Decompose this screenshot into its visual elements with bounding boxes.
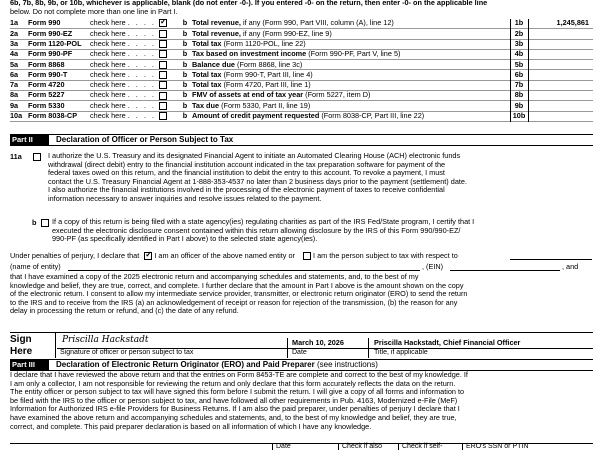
line-box: 2b: [510, 29, 528, 39]
part1-row: [10, 29, 593, 39]
line-box: 5b: [510, 60, 528, 70]
part3-l1: I declare that I have reviewed the above return and that the entries on Form 8453-TE are complete and correct to the best of my knowledge. If: [10, 370, 468, 379]
perjury-pre: Under penalties of perjury, I declare that: [10, 251, 140, 260]
check-here-text: check here: [90, 90, 126, 100]
check-here-text: check here: [90, 19, 126, 28]
sign-word: Sign: [10, 334, 32, 345]
check-here-cell: [90, 39, 178, 49]
line-box: 8b: [510, 91, 528, 101]
perjury-officer: I am an officer of the above named entity or: [154, 251, 295, 260]
leader-dots: . . . .: [127, 19, 156, 28]
part1-row: [10, 101, 593, 111]
part1-row: [10, 39, 593, 49]
amount-description: [192, 19, 510, 29]
perjury-l3: of the electronic return. I consent to allow my intermediate service provider, transmitter, or electronic return originator (ERO) to send the return: [10, 289, 468, 299]
check-here-text: check here: [90, 111, 126, 121]
line-box: 7b: [510, 80, 528, 90]
amount-description: [192, 49, 510, 59]
part1-row: [10, 111, 593, 121]
check-here-cell: [90, 19, 178, 29]
form-checkbox[interactable]: [159, 61, 167, 69]
signature-caption: Signature of officer or person subject to tax: [60, 349, 194, 356]
line-11b-number: b: [32, 218, 37, 227]
b-marker: b: [182, 90, 188, 100]
instruction-line-1: 6b, 7b, 8b, 9b, or 10b, whichever is applicable, blank (do not enter -0-). If you entered -0- on the return, then enter -0- on the applicable line: [10, 0, 488, 7]
amount-description: [192, 80, 510, 90]
b-marker: b: [182, 111, 188, 121]
part1-row: [10, 49, 593, 59]
line-11b-checkbox[interactable]: [41, 219, 49, 227]
line-box: 1b: [510, 19, 528, 29]
date-divider: [287, 338, 288, 358]
check-here-cell: [90, 60, 178, 70]
date-caption: Date: [292, 349, 307, 356]
amount-field[interactable]: [528, 60, 593, 70]
amount-description: [192, 39, 510, 49]
part3-l2: I am only a collector, I am not responsible for reviewing the return and only declare that this form accurately reflects the data on the return.: [10, 378, 456, 388]
line-11a-checkbox[interactable]: [33, 153, 41, 161]
part1-row: [10, 80, 593, 90]
part3-title-note: (see instructions): [316, 360, 378, 369]
line-number: 7a: [10, 80, 19, 90]
here-word: Here: [10, 346, 33, 357]
check-here-cell: [90, 101, 178, 111]
check-here-text: check here: [90, 80, 126, 90]
officer-checkbox[interactable]: [144, 252, 152, 260]
check-here-cell: [90, 111, 178, 121]
title-divider: [368, 338, 369, 358]
form-name: Form 990-EZ: [28, 28, 73, 38]
title-caption: Title, if applicable: [374, 349, 428, 356]
part1-table: [10, 19, 593, 122]
amount-desc: (Form 5330, Part II, line 19): [221, 100, 311, 110]
line-number: 2a: [10, 28, 19, 38]
amount-desc: if any (Form 990-EZ, line 9): [242, 28, 332, 38]
line-number: 10a: [10, 111, 23, 121]
amount-label: Balance due: [192, 59, 235, 69]
amount-field[interactable]: 1,245,861: [528, 19, 593, 29]
line-box: 4b: [510, 49, 528, 59]
name-of-entity-label: (name of entity): [10, 262, 61, 271]
check-here-cell: [90, 70, 178, 80]
ero-date-label: Date: [276, 443, 291, 450]
amount-label: Tax based on investment income: [192, 49, 307, 59]
form-checkbox[interactable]: [159, 112, 167, 120]
sign-divider: [55, 332, 56, 358]
line-number: 6a: [10, 69, 19, 79]
leader-dots: . . . .: [127, 100, 156, 110]
amount-label: Tax due: [192, 100, 220, 110]
b-marker: b: [182, 80, 188, 90]
line-number: 4a: [10, 49, 19, 59]
line-11a-l2: withdrawal (direct debit) entry to the financial institution account indicated in the tax preparation software for payment of the: [48, 159, 446, 169]
amount-field[interactable]: [528, 80, 593, 90]
line-11a-l6: information necessary to answer inquiries and resolve issues related to the payment.: [48, 194, 322, 204]
form-name: Form 5227: [28, 90, 65, 100]
ero-ssn-label: ERO's SSN or PTIN: [466, 443, 529, 450]
part1-row: [10, 19, 593, 29]
ero-check-also-label: Check if also: [342, 443, 383, 450]
part3-l7: correct, and complete. This paid preparer declaration is based on all information of which I have any knowledge.: [10, 421, 372, 431]
form-checkbox[interactable]: [159, 71, 167, 79]
line-11b-l3: 990-PF (as specifically identified in Part I above) to the selected state agency(ies).: [52, 234, 318, 244]
part3-l3: The entity officer or person subject to tax will have signed this form before I submit the return. I will give a copy of all forms and information to: [10, 387, 465, 397]
b-marker: b: [182, 59, 188, 69]
b-marker: b: [182, 19, 188, 28]
amount-desc: (Form 1120-POL, line 22): [223, 39, 306, 48]
line-11a-number: 11a: [10, 152, 22, 161]
ero-check-self-label: Check if self-: [402, 443, 443, 450]
leader-dots: . . . .: [127, 28, 156, 38]
leader-dots: . . . .: [127, 69, 156, 79]
check-here-text: check here: [90, 69, 126, 79]
form-checkbox[interactable]: [159, 50, 167, 58]
check-here-cell: [90, 91, 178, 101]
part1-row: [10, 60, 593, 70]
signer-title[interactable]: Priscilla Hackstadt, Chief Financial Officer: [374, 338, 521, 347]
amount-label: Total tax: [192, 39, 222, 48]
check-here-text: check here: [90, 59, 126, 69]
person-subject-line: [510, 259, 592, 260]
ero-check2-divider: [398, 443, 399, 450]
b-marker: b: [182, 39, 188, 48]
amount-field[interactable]: [528, 111, 593, 121]
ero-date-divider: [272, 443, 273, 450]
amount-desc: (Form 8038-CP, Part III, line 22): [321, 111, 425, 121]
b-marker: b: [182, 69, 188, 79]
ero-ssn-divider: [462, 443, 463, 450]
form-name: Form 8038-CP: [28, 111, 78, 121]
form-checkbox[interactable]: [159, 30, 167, 38]
check-here-text: check here: [90, 39, 126, 48]
leader-dots: . . . .: [127, 39, 156, 48]
amount-field[interactable]: [528, 70, 593, 80]
check-here-cell: [90, 29, 178, 39]
amount-field[interactable]: [528, 49, 593, 59]
amount-description: [192, 29, 510, 39]
ein-line[interactable]: [450, 270, 560, 271]
perjury-l1: that I have examined a copy of the 2025 electronic return and accompanying schedules and statements, and, to the best of my: [10, 272, 419, 281]
form-name: Form 8868: [28, 59, 65, 69]
part3-l5: Information for Authorized IRS e-file Providers for Business Returns. If I am also the paid preparer, under penalties of perjury I declare that I: [10, 404, 460, 414]
leader-dots: . . . .: [127, 49, 156, 59]
amount-desc: (Form 8868, line 3c): [237, 59, 303, 69]
amount-description: [192, 70, 510, 80]
line-11a-l4: contact the U.S. Treasury Financial Agent at 1-888-353-4537 no later than 2 business days prior to the payment (settlement) date.: [48, 176, 467, 186]
line-11b-l2: executed the electronic disclosure consent contained within this return allowing disclosure by the IRS of this Form 990/990-EZ/: [52, 225, 461, 235]
part2-tag: Part II: [10, 135, 49, 145]
line-11a-l5: I also authorize the financial institutions involved in the processing of the electronic payment of taxes to receive confidential: [48, 185, 445, 195]
line-11b-l1: If a copy of this return is being filed with a state agency(ies) regulating charities as part of the IRS Fed/State program, I certify that I: [52, 217, 475, 226]
line-box: 3b: [510, 39, 528, 49]
line-number: 5a: [10, 59, 19, 69]
amount-desc: (Form 5227, item D): [305, 90, 371, 100]
amount-field[interactable]: [528, 91, 593, 101]
sign-top-rule: [10, 332, 593, 333]
check-here-text: check here: [90, 28, 126, 38]
perjury-person: I am the person subject to tax with respect to: [313, 251, 458, 260]
instruction-line-2: [10, 8, 178, 17]
part3-title: [56, 360, 378, 370]
b-marker: b: [182, 28, 188, 38]
person-subject-checkbox[interactable]: [303, 252, 311, 260]
form-checkbox[interactable]: [159, 92, 167, 100]
part3-tag: Part III: [10, 360, 49, 370]
perjury-text: [10, 273, 467, 316]
form-name: Form 990-T: [28, 69, 68, 79]
check-here-cell: [90, 80, 178, 90]
amount-description: [192, 91, 510, 101]
part2-header: [10, 134, 593, 146]
line-box: 9b: [510, 101, 528, 111]
officer-signature[interactable]: Priscilla Hackstadt: [62, 335, 149, 345]
form-checkbox[interactable]: [159, 40, 167, 48]
form-checkbox[interactable]: [159, 19, 167, 27]
part2-title: Declaration of Officer or Person Subject to Tax: [56, 135, 234, 144]
amount-field[interactable]: [528, 29, 593, 39]
leader-dots: . . . .: [127, 80, 156, 90]
line-number: 9a: [10, 100, 19, 110]
line-11b-text: [52, 218, 474, 244]
amount-description: [192, 60, 510, 70]
sign-here-label: [10, 334, 32, 358]
ein-label: , (EIN): [422, 262, 444, 271]
leader-dots: . . . .: [127, 90, 156, 100]
perjury-l5: delay in processing the return or refund, and (c) the date of any refund.: [10, 306, 239, 316]
amount-desc: (Form 4720, Part III, line 1): [223, 80, 311, 90]
line-box: 10b: [510, 111, 528, 121]
line-11a-text: [48, 152, 467, 204]
part3-text: [10, 371, 468, 431]
leader-dots: . . . .: [127, 59, 156, 69]
part1-row: [10, 91, 593, 101]
check-here-text: check here: [90, 100, 126, 110]
form-name: Form 1120-POL: [28, 39, 82, 48]
amount-desc: if any (Form 990, Part VIII, column (A), line 12): [242, 19, 394, 28]
line-box: 6b: [510, 70, 528, 80]
part3-l6: have examined the above return and accompanying schedules and statements, and, to the best of my knowledge and belief, they are true,: [10, 413, 457, 423]
line-number: 3a: [10, 39, 19, 48]
line-number: 8a: [10, 90, 19, 100]
part1-row: [10, 70, 593, 80]
form-name: Form 990: [28, 19, 61, 28]
entity-name-line[interactable]: [68, 270, 420, 271]
form-checkbox[interactable]: [159, 81, 167, 89]
amount-field[interactable]: [528, 39, 593, 49]
check-here-cell: [90, 49, 178, 59]
amount-desc: (Form 990-PF, Part V, line 5): [308, 49, 401, 59]
perjury-l2: knowledge and belief, they are true, correct, and complete. I further declare that the amount in Part I above is the amount shown on the copy: [10, 280, 464, 290]
line-number: 1a: [10, 19, 19, 28]
instruction-line-2-text: below. Do not complete more than one line in Part I.: [10, 7, 178, 16]
amount-label: Total tax: [192, 80, 222, 90]
part3-l4: be filed with the IRS to the officer or person subject to tax, and have followed all other requirements in Pub. 4163, Modernized e-File (MeF): [10, 395, 458, 405]
form-name: Form 990-PF: [28, 49, 73, 59]
amount-field[interactable]: [528, 101, 593, 111]
perjury-l4: to the IRS and to receive from the IRS (a) an acknowledgement of receipt or reason for rejection of the transmission, (b) the reason for any: [10, 297, 458, 307]
amount-label: Total tax: [192, 69, 222, 79]
form-checkbox[interactable]: [159, 102, 167, 110]
amount-description: [192, 101, 510, 111]
amount-desc: (Form 990-T, Part III, line 4): [223, 69, 313, 79]
form-name: Form 5330: [28, 100, 65, 110]
amount-label: Total revenue,: [192, 28, 241, 38]
line-11a-l1: I authorize the U.S. Treasury and its designated Financial Agent to initiate an Automated Clearing House (ACH) electronic funds: [48, 151, 461, 160]
amount-description: [192, 111, 510, 121]
perjury-first-line: [10, 252, 458, 261]
amount-label: Total revenue,: [192, 19, 241, 28]
signature-date[interactable]: March 10, 2026: [292, 338, 344, 347]
line-11a-l3: federal taxes owed on this return, and the financial institution to debit the entry to this account. To revoke a payment, I must: [48, 168, 445, 178]
b-marker: b: [182, 100, 188, 110]
check-here-text: check here: [90, 49, 126, 59]
amount-label: Amount of credit payment requested: [192, 111, 320, 121]
part3-title-text: Declaration of Electronic Return Originator (ERO) and Paid Preparer: [56, 360, 315, 369]
perjury-and: , and: [562, 262, 579, 271]
amount-label: FMV of assets at end of tax year: [192, 90, 304, 100]
leader-dots: . . . .: [127, 111, 156, 121]
b-marker: b: [182, 49, 188, 59]
ero-check1-divider: [338, 443, 339, 450]
form-name: Form 4720: [28, 80, 65, 90]
